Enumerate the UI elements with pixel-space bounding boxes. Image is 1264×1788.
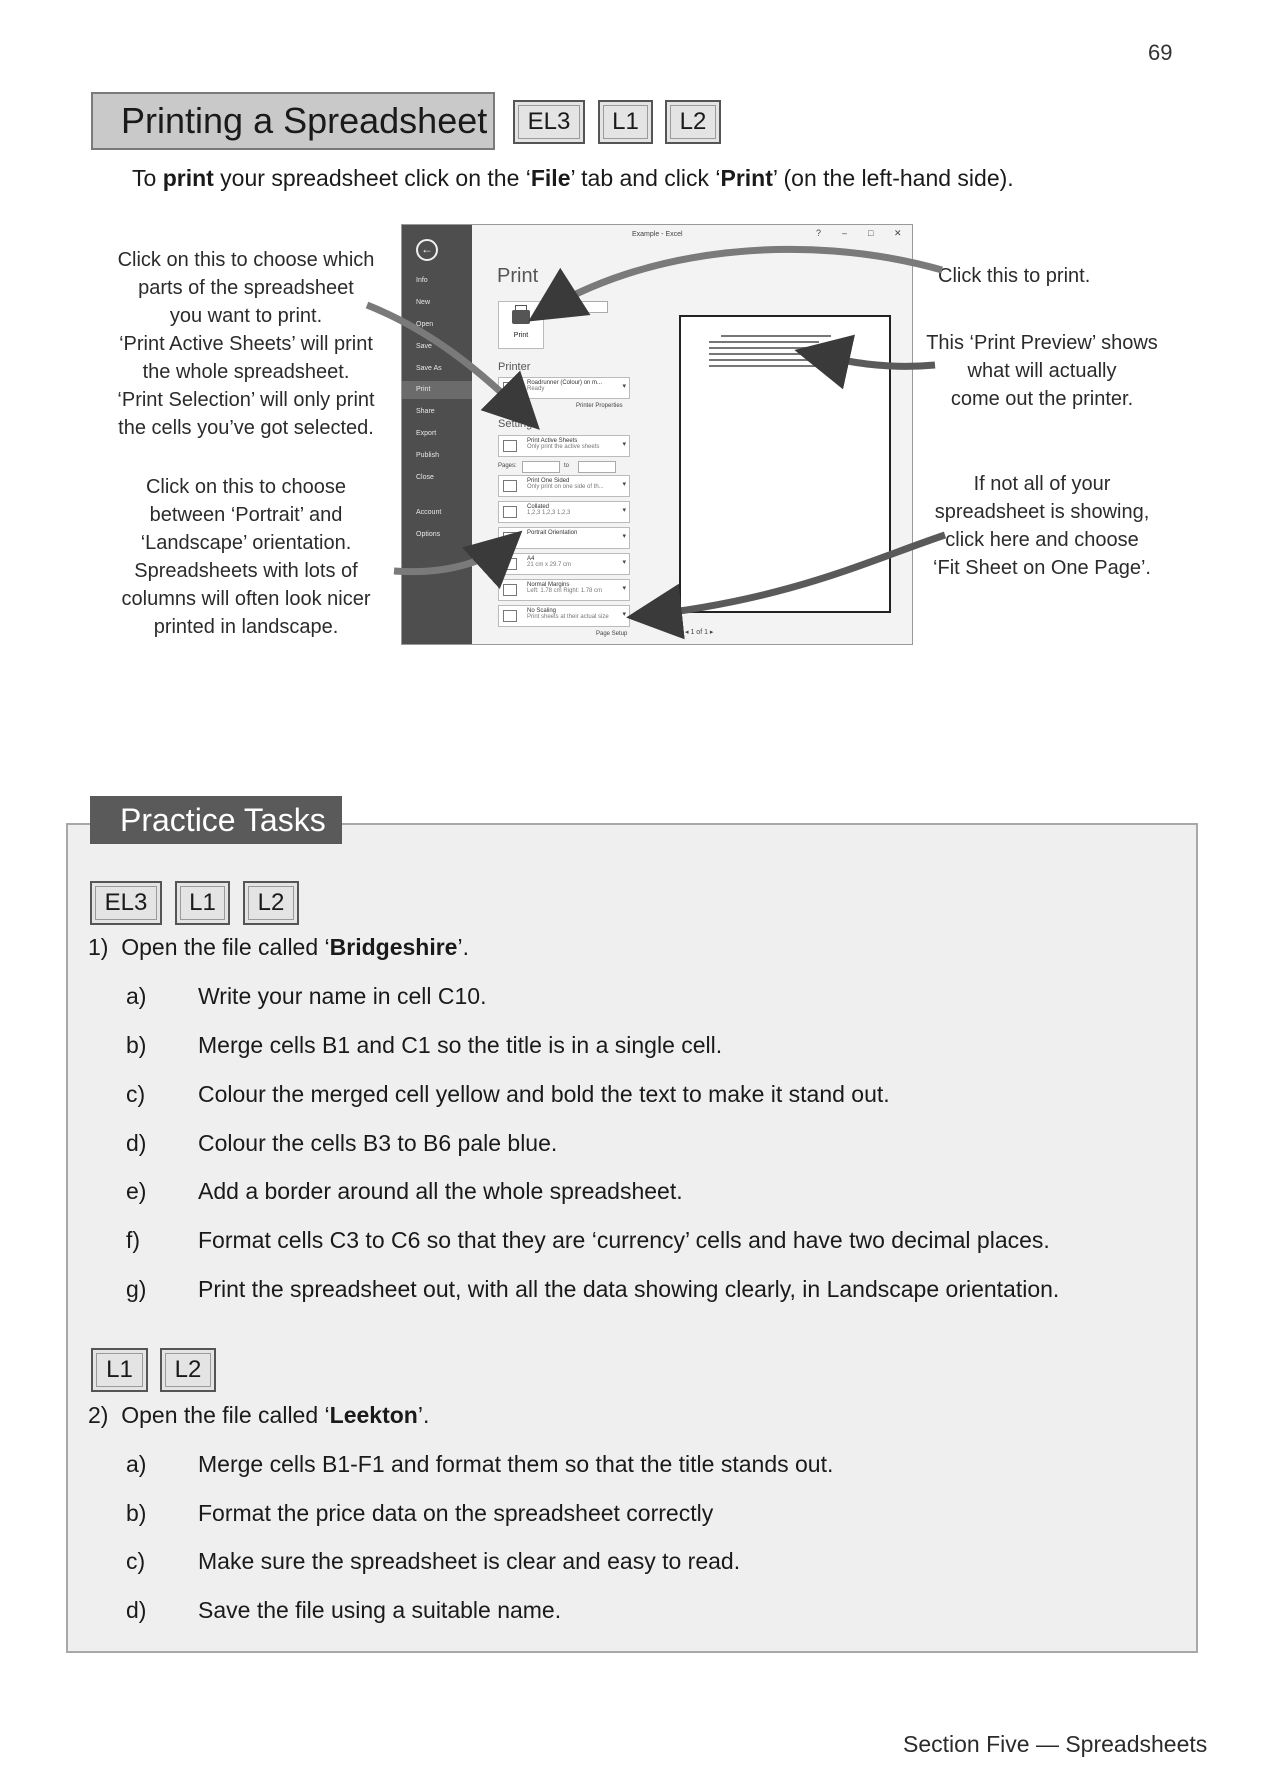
arrow-print-button (540, 249, 942, 314)
callout-print-button: Click this to print. (938, 265, 1091, 287)
orientation-dropdown[interactable]: Portrait Orientation ▾ (498, 527, 630, 549)
intro-text: To print your spreadsheet click on the ‘File’ tab and click ‘Print’ (on the left-hand side). (132, 165, 1014, 191)
task2-instruction: 2) Open the file called ‘Leekton’. (88, 1402, 430, 1428)
backstage-item-close[interactable]: Close (416, 474, 434, 481)
page-title: Printing a Spreadsheet (91, 92, 495, 150)
level-badge-l1: L1 (598, 100, 653, 144)
task2-item: d) Save the file using a suitable name. (126, 1597, 562, 1623)
task2-level-l1: L1 (91, 1348, 148, 1392)
margins-dropdown[interactable]: Normal Margins Left: 1.78 cm Right: 1.78 cm ▾ (498, 579, 630, 601)
task2-item: a) Merge cells B1-F1 and format them so that the title stands out. (126, 1451, 834, 1477)
task1-level-el3: EL3 (90, 881, 162, 925)
print-button[interactable]: Print (498, 301, 544, 349)
backstage-item-export[interactable]: Export (416, 430, 437, 437)
print-what-dropdown[interactable]: Print Active Sheets Only print the active sheets ▾ (498, 435, 630, 457)
callout-print-what: Click on this to choose which parts of the spreadsheet you want to print. ‘Print Active Sheets’ will print the whole spreadsheet. ‘Print Selection’ will only print the cells you’ve got selected. (117, 249, 375, 439)
help-icon[interactable]: ? (816, 228, 822, 238)
task2-level-l2: L2 (160, 1348, 216, 1392)
collation-dropdown[interactable]: Collated 1,2,3 1,2,3 1,2,3 ▾ (498, 501, 630, 523)
pages-to-label: to (564, 463, 570, 469)
callout-orientation: Click on this to choose between ‘Portrait’ and ‘Landscape’ orientation. Spreadsheets with lots of columns will often look nicer printed in landscape. (121, 476, 371, 638)
pages-label: Pages: (498, 463, 517, 469)
backstage-item-publish[interactable]: Publish (416, 452, 439, 459)
backstage-item-new[interactable]: New (416, 299, 431, 306)
task1-item: d) Colour the cells B3 to B6 pale blue. (126, 1130, 558, 1156)
task1-item: b) Merge cells B1 and C1 so the title is in a single cell. (126, 1032, 723, 1058)
task1-level-l2: L2 (243, 881, 299, 925)
level-badge-el3: EL3 (513, 100, 585, 144)
task2-item: c) Make sure the spreadsheet is clear and easy to read. (126, 1548, 741, 1574)
copies-input[interactable]: 1 (574, 301, 608, 313)
callout-fit-sheet: If not all of your spreadsheet is showing, click here and choose ‘Fit Sheet on One Page’. (933, 473, 1151, 579)
sides-dropdown[interactable]: Print One Sided Only print on one side of th... ▾ (498, 475, 630, 497)
task1-item: e) Add a border around all the whole spreadsheet. (126, 1178, 683, 1204)
level-badge-l2: L2 (665, 100, 721, 144)
paper-size-dropdown[interactable]: A4 21 cm x 29.7 cm ▾ (498, 553, 630, 575)
printer-properties-link[interactable]: Printer Properties (576, 403, 623, 409)
arrow-preview (808, 353, 935, 366)
section-footer: Section Five — Spreadsheets (903, 1731, 1208, 1757)
minimize-icon[interactable]: – (842, 228, 848, 238)
arrow-fit-sheet (640, 535, 945, 616)
print-heading: Print (497, 265, 539, 287)
page-setup-link[interactable]: Page Setup (596, 631, 628, 637)
task1-level-l1: L1 (175, 881, 230, 925)
callout-preview: This ‘Print Preview’ shows what will actually come out the printer. (926, 332, 1158, 410)
window-title: Example - Excel (632, 231, 683, 238)
printer-label: Printer (498, 361, 531, 373)
page-number: 69 (1148, 40, 1173, 65)
printer-dropdown[interactable]: Roadrunner (Colour) on m... Ready ▾ (498, 377, 630, 399)
task1-instruction: 1) Open the file called ‘Bridgeshire’. (88, 934, 469, 960)
task1-item: f) Format cells C3 to C6 so that they are ‘currency’ cells and have two decimal places. (126, 1227, 1050, 1253)
backstage-item-options[interactable]: Options (416, 531, 441, 538)
scaling-dropdown[interactable]: No Scaling Print sheets at their actual size ▾ (498, 605, 630, 627)
backstage-item-save[interactable]: Save (416, 343, 432, 350)
backstage-item-info[interactable]: Info (416, 277, 428, 284)
practice-tasks-heading: Practice Tasks (90, 796, 342, 844)
task1-item: a) Write your name in cell C10. (126, 983, 487, 1009)
settings-label: Settings (498, 418, 538, 430)
arrow-orientation (394, 540, 512, 572)
backstage-item-open[interactable]: Open (416, 321, 434, 328)
task1-item: g) Print the spreadsheet out, with all the data showing clearly, in Landscape orientation. (126, 1276, 1060, 1302)
task1-item: c) Colour the merged cell yellow and bold the text to make it stand out. (126, 1081, 890, 1107)
backstage-item-print[interactable]: Print (402, 381, 472, 399)
backstage-item-account[interactable]: Account (416, 509, 442, 516)
maximize-icon[interactable]: □ (868, 228, 874, 238)
callout-arrows (0, 0, 1264, 700)
preview-pager[interactable]: ◂ 1 of 1 ▸ (685, 629, 714, 636)
arrow-print-what (367, 305, 530, 420)
close-icon[interactable]: ✕ (894, 228, 902, 238)
backstage-item-save-as[interactable]: Save As (416, 365, 442, 372)
back-arrow-icon[interactable]: ← (416, 239, 438, 261)
task2-item: b) Format the price data on the spreadsheet correctly (126, 1500, 714, 1526)
backstage-item-share[interactable]: Share (416, 408, 435, 415)
